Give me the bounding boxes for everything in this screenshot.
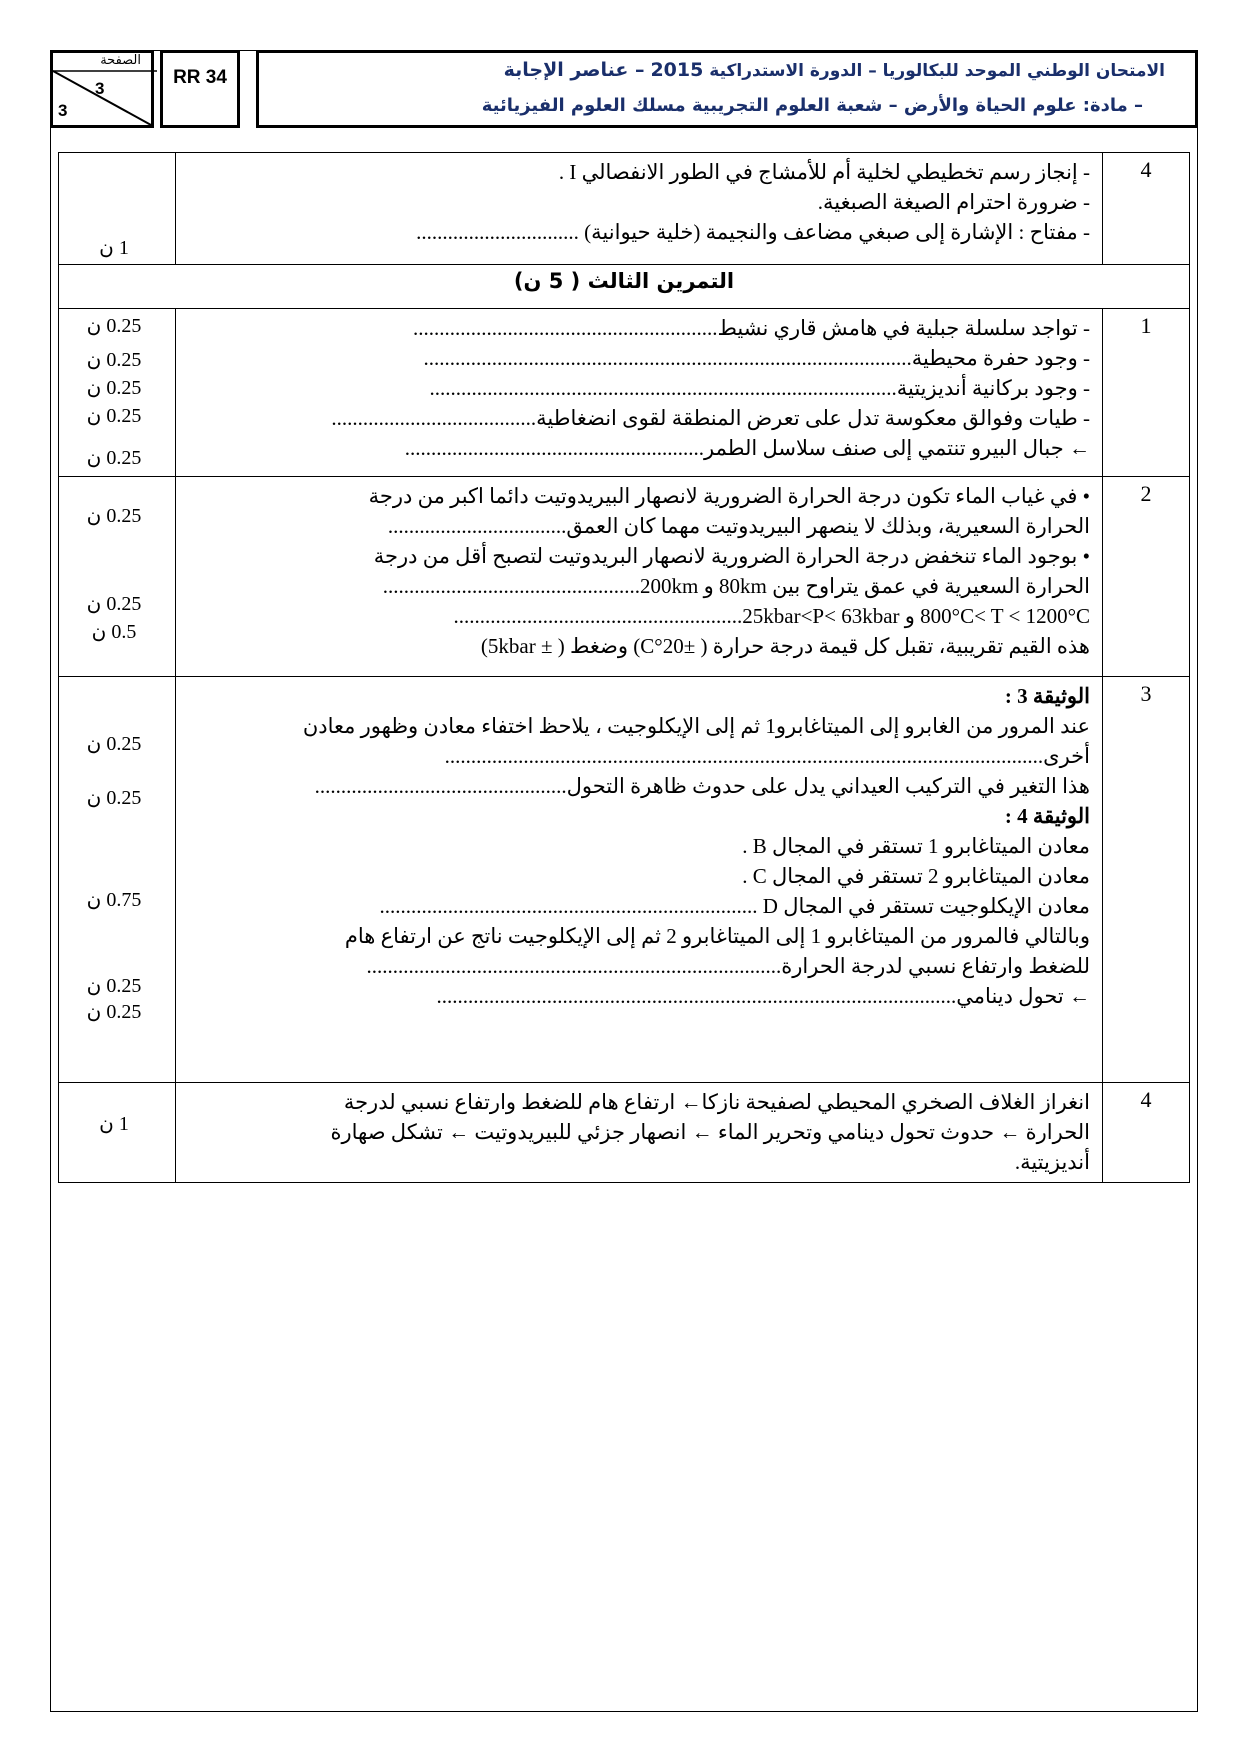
answer-line: • في غياب الماء تكون درجة الحرارة الضرورية لانصهار البيريدوتيت دائما اكبر من درجة [368, 484, 1090, 508]
score-value: 0.25 ن [86, 593, 142, 615]
page-number-box [50, 50, 154, 128]
score-value: 0.25 ن [86, 315, 142, 337]
score-value: 0.25 ن [86, 349, 142, 371]
answer-line: أخرى.................................................................................................................. [444, 744, 1090, 768]
exam-header [50, 50, 1198, 128]
answer-line: هذا التغير في التركيب العيداني يدل على حدوث ظاهرة التحول................................................ [314, 774, 1090, 798]
exercise-title: التمرين الثالث ( 5 ن) [59, 265, 1190, 309]
page-number: 3 [95, 79, 105, 98]
answer-row-q3 [59, 677, 1190, 1083]
header-title-box [256, 50, 1198, 128]
answer-line: • بوجود الماء تنخفض درجة الحرارة الضرورية لانصهار البريدوتيت لتصبح أقل من درجة [373, 544, 1090, 568]
question-number: 3 [1103, 677, 1190, 1083]
answer-row-q2 [59, 477, 1190, 677]
answer-line: الحرارة ← حدوث تحول دينامي وتحرير الماء ← انصهار جزئي للبيريدوتيت ← تشكل صهارة [330, 1120, 1090, 1144]
answer-row-q1 [59, 309, 1190, 477]
score-value: 0.25 ن [86, 377, 142, 399]
score-value: 1 ن [99, 1113, 129, 1135]
score-cell [59, 477, 176, 677]
exam-title [504, 59, 1165, 81]
answer-line: - وجود بركانية أنديزيتية......................................................................................... [429, 376, 1090, 400]
score-value: 0.25 ن [86, 1001, 142, 1023]
score-value: 1 ن [99, 237, 129, 259]
score-cell [59, 153, 176, 265]
answer-line: عند المرور من الغابرو إلى الميتاغابرو1 ثم إلى الإيكلوجيت ، يلاحظ اختفاء معادن وظهور معادن [302, 714, 1090, 738]
answer-line: الحرارة السعيرية في عمق يتراوح بين 80km و 200km................................................. [382, 574, 1090, 598]
page-label: الصفحة [100, 53, 141, 68]
answer-line: وبالتالي فالمرور من الميتاغابرو 1 إلى الميتاغابرو 2 ثم إلى الإيكلوجيت ناتج عن ارتفاع هام [344, 924, 1090, 948]
answer-line: معادن الإيكلوجيت تستقر في المجال D ........................................................................ [379, 894, 1090, 918]
answer-line: - تواجد سلسلة جبلية في هامش قاري نشيط.......................................................... [412, 316, 1090, 340]
answer-text [176, 477, 1103, 677]
score-value: 0.25 ن [86, 787, 142, 809]
question-number: 1 [1103, 309, 1190, 477]
answer-line: - مفتاح : الإشارة إلى صبغي مضاعف والنجيمة (خلية حيوانية) ............................... [416, 220, 1090, 244]
answer-line: - ضرورة احترام الصيغة الصبغية. [817, 190, 1090, 214]
page-total: 3 [58, 101, 68, 120]
question-number: 4 [1103, 153, 1190, 265]
exam-code: RR 34 [160, 50, 240, 128]
subject-line: – مادة: علوم الحياة والأرض – شعبة العلوم التجريبية مسلك العلوم الفيزيائية [481, 95, 1143, 116]
answer-text [176, 1083, 1103, 1183]
question-number: 4 [1103, 1083, 1190, 1183]
answer-line: ← تحول دينامي................................................................................................... [436, 984, 1090, 1008]
score-value: 0.25 ن [86, 505, 142, 527]
answer-line: هذه القيم تقريبية، تقبل كل قيمة درجة حرارة ( ±20°C) وضغط ( ± 5kbar) [480, 634, 1090, 658]
answer-text [176, 309, 1103, 477]
answer-text [176, 153, 1103, 265]
answer-line: ← جبال البيرو تنتمي إلى صنف سلاسل الطمر......................................................... [404, 436, 1090, 460]
answer-table [58, 152, 1190, 1183]
document-4-title: الوثيقة 4 : [1004, 804, 1090, 828]
exam-year: 2015 [650, 59, 704, 81]
document-3-title: الوثيقة 3 : [1004, 684, 1090, 708]
score-value: 0.25 ن [86, 447, 142, 469]
section-title-row [59, 265, 1190, 309]
score-cell [59, 309, 176, 477]
answer-line: الحرارة السعيرية، وبذلك لا ينصهر البيريدوتيت مهما كان العمق.................................. [387, 514, 1090, 538]
answer-elements-label: – عناصر الإجابة [503, 59, 645, 81]
answer-row-q4-first [59, 153, 1190, 265]
score-value: 0.25 ن [86, 733, 142, 755]
exam-title-main: الامتحان الوطني الموحد للبكالوريا – الدورة الاستدراكية [709, 61, 1165, 81]
answer-row-q4-last [59, 1083, 1190, 1183]
question-number: 2 [1103, 477, 1190, 677]
answer-text [176, 677, 1103, 1083]
answer-line: - وجود حفرة محيطية............................................................................................. [423, 346, 1090, 370]
score-value: 0.75 ن [86, 889, 142, 911]
score-value: 0.25 ن [86, 405, 142, 427]
score-value: 0.25 ن [86, 975, 142, 997]
answer-line: أنديزيتية. [1014, 1150, 1090, 1174]
answer-line: - إنجاز رسم تخطيطي لخلية أم للأمشاج في الطور الانفصالي I . [558, 160, 1090, 184]
score-cell [59, 1083, 176, 1183]
score-value: 0.5 ن [91, 621, 137, 643]
score-cell [59, 677, 176, 1083]
answer-line: معادن الميتاغابرو 1 تستقر في المجال B . [742, 834, 1090, 858]
answer-line: معادن الميتاغابرو 2 تستقر في المجال C . [742, 864, 1090, 888]
answer-line: للضغط وارتفاع نسبي لدرجة الحرارة............................................................................... [366, 954, 1090, 978]
answer-line: انغراز الغلاف الصخري المحيطي لصفيحة نازكا← ارتفاع هام للضغط وارتفاع نسبي لدرجة [343, 1090, 1090, 1114]
answer-line: 800°C< T < 1200°C و 25kbar<P< 63kbar....................................................... [453, 604, 1090, 628]
answer-line: - طيات وفوالق معكوسة تدل على تعرض المنطقة لقوى انضغاطية....................................... [331, 406, 1090, 430]
